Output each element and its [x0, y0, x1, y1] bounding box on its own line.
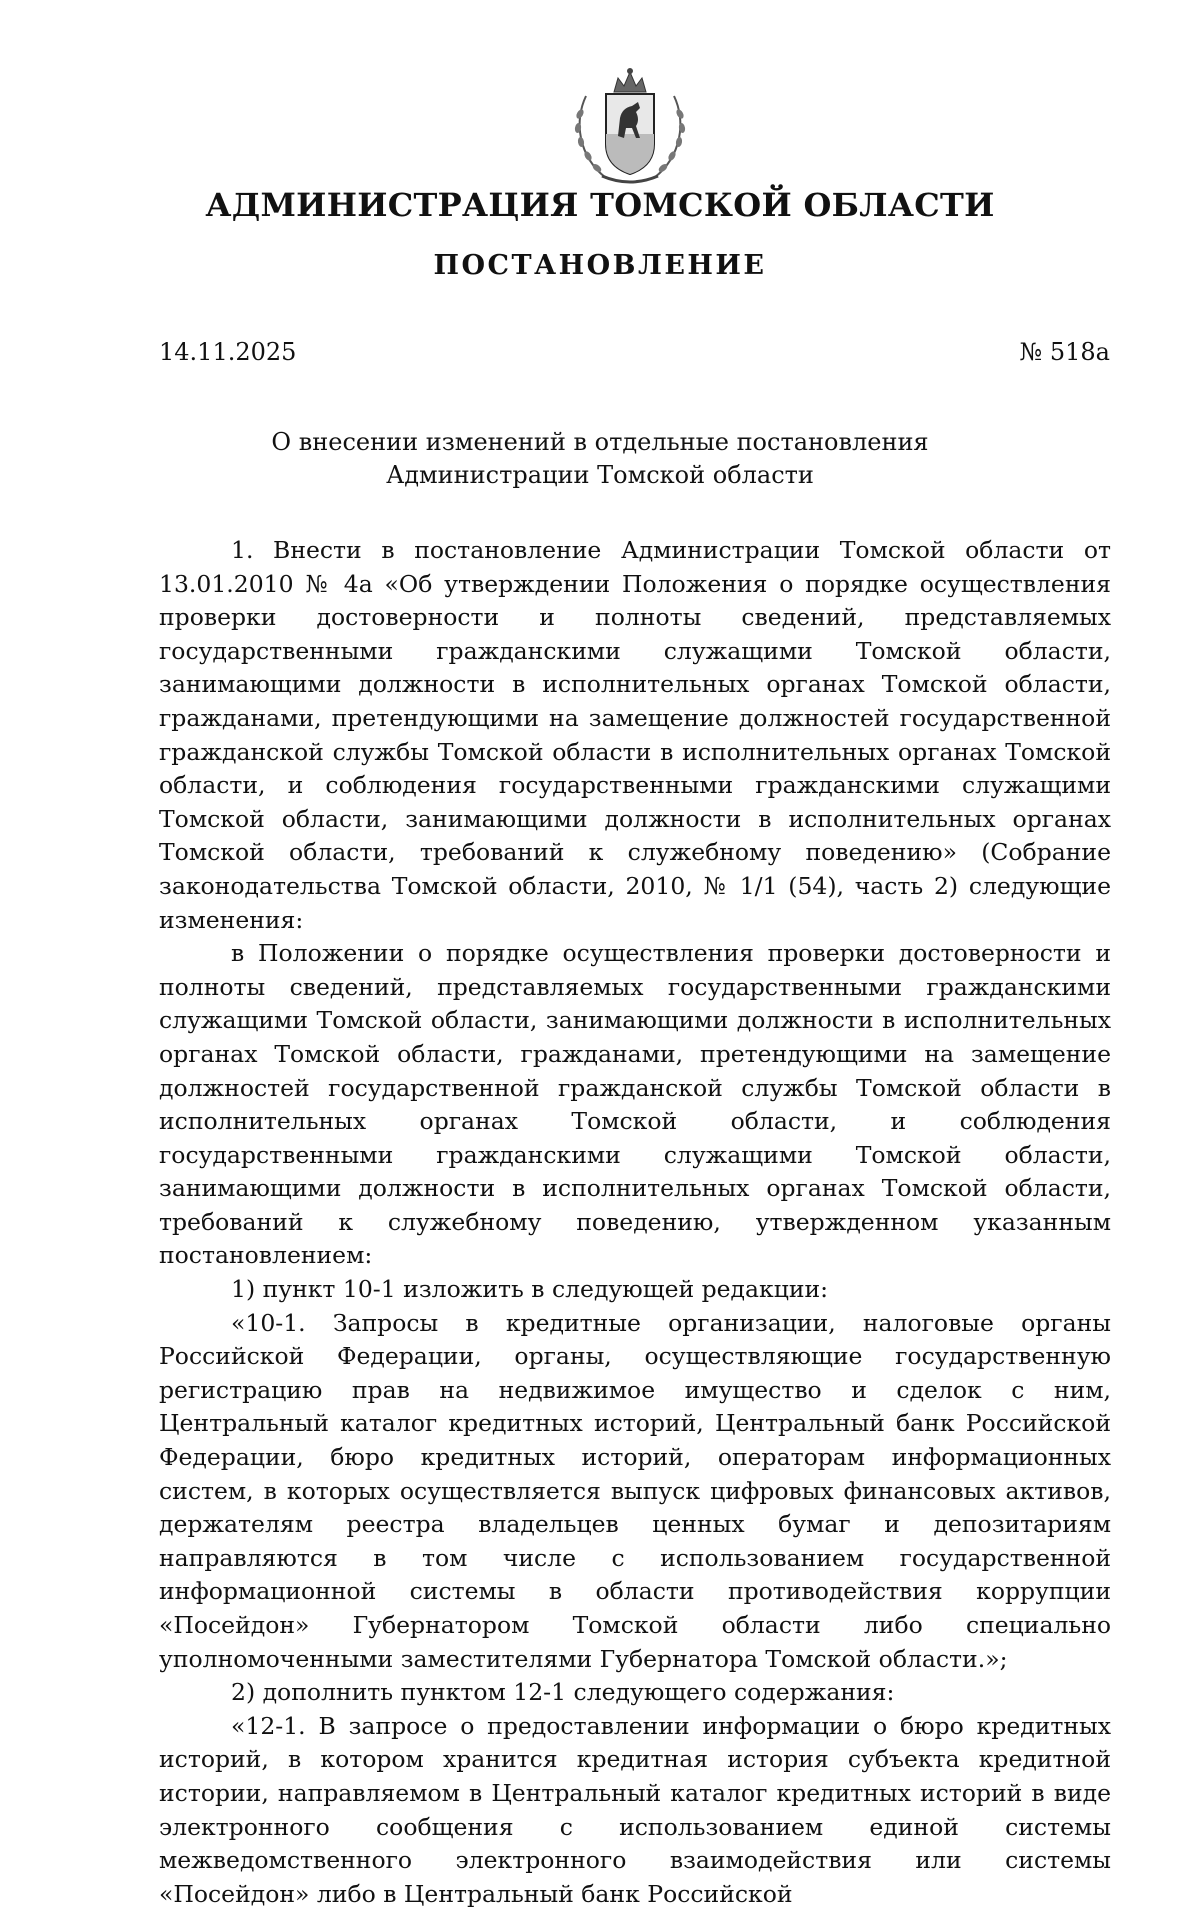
- document-date: 14.11.2025: [159, 338, 297, 366]
- document-number: № 518а: [1019, 338, 1110, 366]
- coat-of-arms-emblem: [566, 66, 694, 188]
- subject-line: Администрации Томской области: [386, 461, 814, 489]
- body-paragraph: 2) дополнить пунктом 12-1 следующего содержания:: [231, 1678, 895, 1707]
- body-paragraph: 1. Внести в постановление Администрации Томской области от 13.01.2010 № 4а «Об утверждении Положения о порядке осуществления проверки достоверности и полноты сведений, представляемых государственными гражданскими служащими Томской области, занимающими должности в исполнительных органах Томской области, гражданами, претендующими на замещение должностей государственной гражданской службы Томской области в исполнительных органах Томской области, и соблюдения государственными гражданскими служащими Томской области, занимающими должности в исполнительных органах Томской области, требований к служебному поведению» (Собрание законодательства Томской области, 2010, № 1/1 (54), часть 2) следующие изменения:: [159, 536, 1111, 934]
- body-paragraph: в Положении о порядке осуществления проверки достоверности и полноты сведений, представляемых государственными гражданскими служащими Томской области, занимающими должности в исполнительных органах Томской области, гражданами, претендующими на замещение должностей государственной гражданской службы Томской области в исполнительных органах Томской области, и соблюдения государственными гражданскими служащими Томской области, занимающими должности в исполнительных органах Томской области, требований к служебному поведению, утвержденном указанным постановлением:: [159, 939, 1111, 1270]
- document-type-title: ПОСТАНОВЛЕНИЕ: [433, 250, 767, 281]
- body-paragraph: 1) пункт 10-1 изложить в следующей редакции:: [231, 1275, 829, 1304]
- subject-line: О внесении изменений в отдельные постановления: [271, 428, 929, 456]
- body-paragraph: «10-1. Запросы в кредитные организации, налоговые органы Российской Федерации, органы, осуществляющие государственную регистрацию прав на недвижимое имущество и сделок с ним, Центральный каталог кредитных историй, Центральный банк Российской Федерации, бюро кредитных историй, операторам информационных систем, в которых осуществляется выпуск цифровых финансовых активов, держателям реестра владельцев ценных бумаг и депозитариям направляются в том числе с использованием государственной информационной системы в области противодействия коррупции «Посейдон» Губернатором Томской области либо специально уполномоченными заместителями Губернатора Томской области.»;: [159, 1308, 1111, 1673]
- body-paragraph: «12-1. В запросе о предоставлении информации о бюро кредитных историй, в котором хранится кредитная история субъекта кредитной истории, направляемом в Центральный каталог кредитных историй в виде электронного сообщения с использованием единой системы межведомственного электронного взаимодействия или системы «Посейдон» либо в Центральный банк Российской: [159, 1711, 1111, 1908]
- document-body: [159, 534, 1111, 1911]
- document-subject: [0, 426, 1200, 492]
- organization-title: АДМИНИСТРАЦИЯ ТОМСКОЙ ОБЛАСТИ: [205, 186, 995, 224]
